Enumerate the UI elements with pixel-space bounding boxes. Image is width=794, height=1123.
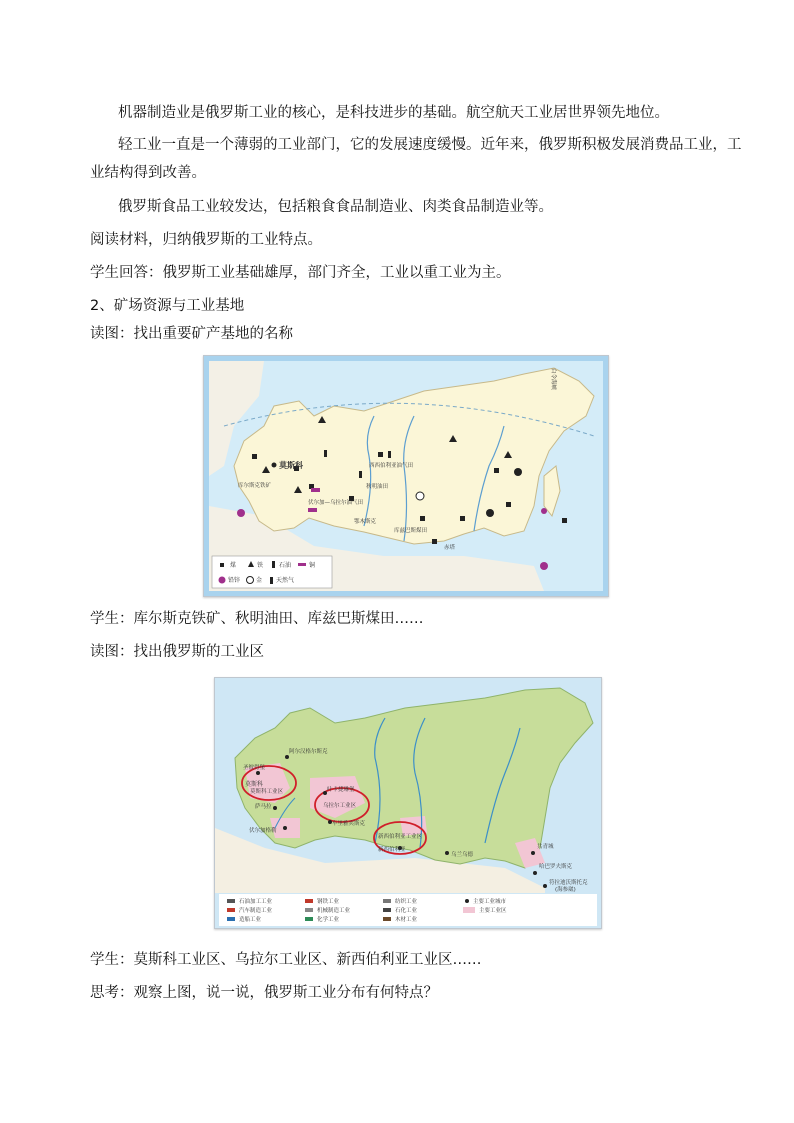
section-heading: 2、矿场资源与工业基地: [90, 298, 245, 314]
svg-text:金: 金: [256, 577, 263, 584]
svg-text:天然气: 天然气: [276, 577, 295, 584]
paragraph-light-industry-cont: 业结构得到改善。: [90, 165, 206, 181]
svg-text:石油加工工业: 石油加工工业: [239, 899, 273, 905]
label-arkhangelsk: 阿尔汉格尔斯克: [289, 749, 328, 755]
label-chita: 赤塔: [444, 545, 456, 551]
svg-text:木材工业: 木材工业: [395, 917, 418, 923]
label-khabarovsk: 哈巴罗夫斯克: [539, 864, 573, 870]
label-samara: 萨马拉: [255, 804, 272, 810]
mineral-map-figure: [203, 355, 609, 597]
instruction-summarize: 阅读材料，归纳俄罗斯的工业特点。: [90, 232, 322, 248]
label-chelyabinsk: 车里雅宾斯克: [332, 821, 366, 827]
student-answer-3: 学生：莫斯科工业区、乌拉尔工业区、新西伯利亚工业区……: [90, 952, 482, 968]
label-bering: 白令海峡: [550, 368, 556, 391]
industrial-map: [215, 678, 601, 928]
svg-text:石油: 石油: [279, 562, 292, 569]
label-volga: 伏尔加—乌拉尔油气田: [308, 500, 364, 506]
label-moscow-region: 莫斯科工业区: [250, 789, 284, 795]
label-novosibirsk: 新西伯利亚: [378, 847, 406, 853]
label-vladivostok: 符拉迪沃斯托克: [549, 880, 588, 886]
instruction-read-map-2: 读图：找出俄罗斯的工业区: [90, 644, 264, 660]
svg-text:机械制造工业: 机械制造工业: [317, 908, 351, 914]
student-answer-2: 学生：库尔斯克铁矿、秋明油田、库兹巴斯煤田……: [90, 611, 424, 627]
student-answer-1: 学生回答：俄罗斯工业基础雄厚，部门齐全，工业以重工业为主。: [90, 265, 511, 281]
mineral-map: [204, 356, 608, 596]
svg-text:主要工业区: 主要工业区: [479, 908, 507, 914]
russia-territory-2: [235, 688, 593, 868]
instruction-read-map-1: 读图：找出重要矿产基地的名称: [90, 326, 293, 342]
label-novosib-region: 新西伯利亚工业区: [378, 834, 423, 840]
label-ural-city: 叶卡捷琳堡: [327, 787, 355, 793]
label-spb: 圣彼得堡: [243, 765, 266, 771]
paragraph-machinery: 机器制造业是俄罗斯工业的核心，是科技进步的基础。航空航天工业居世界领先地位。: [118, 105, 669, 121]
label-komsomolsk: 共青城: [537, 844, 554, 850]
svg-text:造船工业: 造船工业: [239, 917, 262, 923]
label-irkutsk: 乌兰乌德: [451, 852, 474, 858]
svg-text:化学工业: 化学工业: [317, 917, 340, 923]
label-kursk: 库尔斯克铁矿: [238, 483, 272, 489]
svg-text:铅锌: 铅锌: [228, 577, 241, 584]
label-kuzbass: 库兹巴斯煤田: [394, 528, 428, 534]
svg-text:石化工业: 石化工业: [395, 908, 418, 914]
svg-text:纺织工业: 纺织工业: [395, 899, 418, 905]
svg-text:钢铁工业: 钢铁工业: [317, 899, 340, 905]
label-omsk: 鄂木斯克: [354, 519, 377, 525]
label-moscow: 莫斯科: [279, 461, 303, 470]
svg-text:汽车制造工业: 汽车制造工业: [239, 908, 273, 914]
label-moscow-2: 莫斯科: [245, 781, 264, 788]
label-vladivostok-sub: (海参崴): [555, 887, 576, 893]
svg-text:煤: 煤: [230, 562, 237, 569]
label-tyumen: 秋明油田: [366, 484, 389, 490]
industrial-map-figure: [214, 677, 602, 929]
map2-legend: [219, 894, 597, 926]
label-volgograd: 伏尔加格勒: [249, 828, 277, 834]
paragraph-light-industry: 轻工业一直是一个薄弱的工业部门，它的发展速度缓慢。近年来，俄罗斯积极发展消费品工业，工: [118, 137, 742, 153]
thinking-question: 思考：观察上图，说一说，俄罗斯工业分布有何特点？: [90, 985, 438, 1001]
label-ural-region: 乌拉尔工业区: [323, 803, 357, 809]
map1-legend: [212, 556, 332, 588]
svg-text:铜: 铜: [309, 562, 316, 569]
svg-text:主要工业城市: 主要工业城市: [473, 899, 507, 905]
paragraph-food-industry: 俄罗斯食品工业较发达，包括粮食食品制造业、肉类食品制造业等。: [118, 199, 553, 215]
svg-text:铁: 铁: [257, 562, 264, 569]
label-westsib: 西西伯利亚油气田: [369, 463, 414, 469]
